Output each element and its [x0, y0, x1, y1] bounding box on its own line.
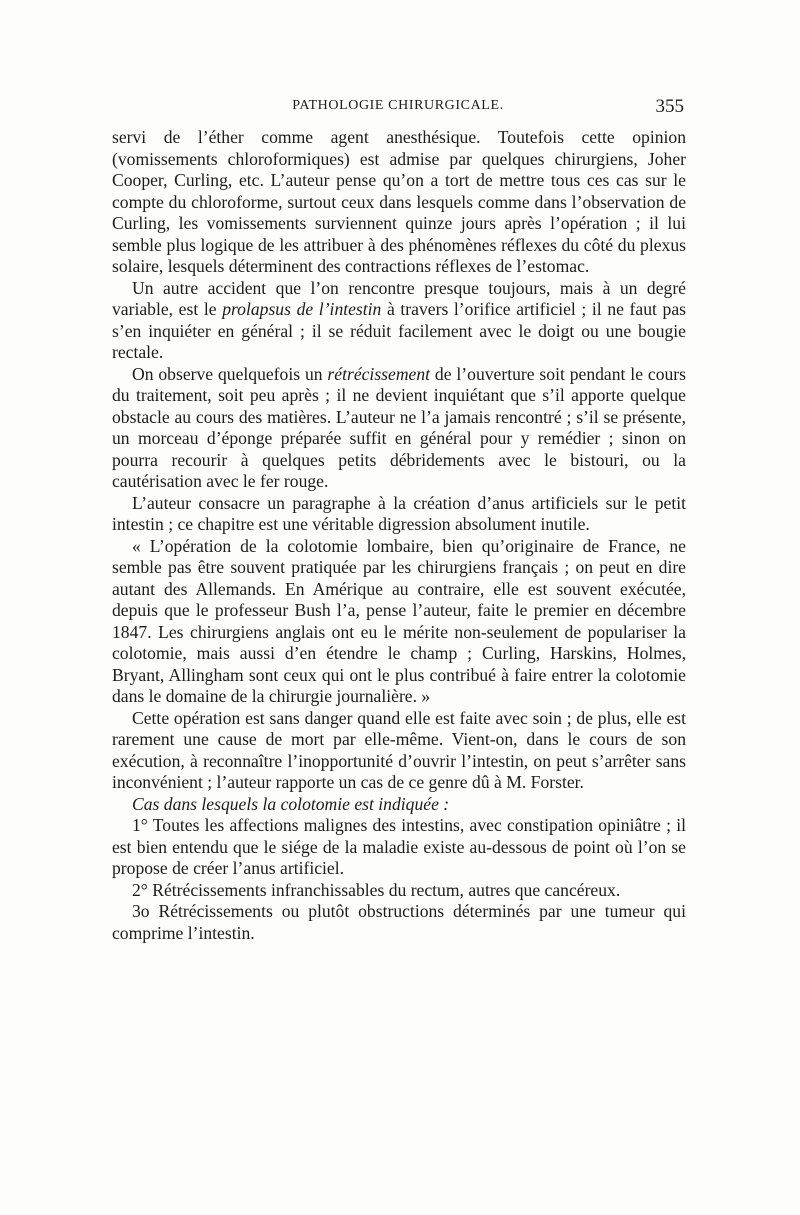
- section-heading: Cas dans lesquels la colotomie est indiquée :: [132, 793, 450, 814]
- paragraph-3-after: de l’ouverture soit pendant le cours du traitement, soit peu après ; il ne devient inquiétant que s’il apporte quelque obstacle au cours des matières. L’auteur ne l’a jamais rencontré ; s’il se présente, un morceau d’éponge préparée suffit en général pour y remédier ; sinon on pourra recourir à quelques petits débridements avec le bistouri, ou la cautérisation avec le fer rouge.: [112, 363, 686, 491]
- list-item-2: 2° Rétrécissements infranchissables du rectum, autres que cancéreux.: [132, 879, 621, 900]
- paragraph-2-italic: prolapsus de l’intestin: [222, 299, 382, 319]
- running-title: PATHOLOGIE CHIRURGICALE.: [292, 98, 504, 113]
- page-number: 355: [655, 96, 684, 117]
- body-text: [112, 127, 686, 944]
- paragraph-3: [112, 364, 686, 493]
- paragraph-2: [112, 278, 686, 364]
- paragraph-2-after: à travers l’orifice artificiel ; il ne faut pas s’en inquiéter en général ; il se réduit facilement avec le doigt ou une bougie rectale.: [112, 299, 686, 362]
- paragraph-3-before: On observe quelquefois un: [132, 363, 328, 384]
- paragraph-6: Cette opération est sans danger quand elle est faite avec soin ; de plus, elle est rarement une cause de mort par elle-même. Vient-on, dans le cours de son exécution, à reconnaître l’inopportunité d’ouvrir l’intestin, on peut s’arrêter sans inconvénient ; l’auteur rapporte un cas de ce genre dû à M. Forster.: [112, 707, 686, 792]
- paragraph-2-before: Un autre accident que l’on rencontre presque toujours, mais à un degré variable, est le: [112, 277, 686, 319]
- paragraph-5-quotation: « L’opération de la colotomie lombaire, bien qu’originaire de France, ne semble pas être souvent pratiquée par les chirurgiens français ; on peut en dire autant des Allemands. En Amérique au contraire, elle est souvent exécutée, depuis que le professeur Bush l’a, pense l’auteur, faite le premier en décembre 1847. Les chirurgiens anglais ont eu le mérite non-seulement de populariser la colotomie, mais aussi d’en étendre le champ ; Curling, Harskins, Holmes, Bryant, Allingham sont ceux qui ont le plus contribué à faire entrer la colotomie dans le domaine de la chirurgie journalière. »: [112, 535, 686, 706]
- list-item-3: 3o Rétrécissements ou plutôt obstructions déterminés par une tumeur qui comprime l’intestin.: [112, 901, 686, 943]
- list-item-1: 1° Toutes les affections malignes des intestins, avec constipation opiniâtre ; il est bien entendu que le siége de la maladie existe au-dessous de point où l’on se propose de créer l’anus artificiel.: [112, 815, 686, 878]
- page-header: [112, 96, 684, 120]
- paragraph-1: servi de l’éther comme agent anesthésique. Toutefois cette opinion (vomissements chloroformiques) est admise par quelques chirurgiens, Joher Cooper, Curling, etc. L’auteur pense qu’on a tort de mettre tous ces cas sur le compte du chloroforme, surtout ceux dans lesquels comme dans l’observation de Curling, les vomissements surviennent quinze jours après l’opération ; il lui semble plus logique de les attribuer à des phénomènes réflexes du côté du plexus solaire, lesquels déterminent des contractions réflexes de l’estomac.: [112, 127, 686, 276]
- paragraph-4: L’auteur consacre un paragraphe à la création d’anus artificiels sur le petit intestin ; ce chapitre est une véritable digression absolument inutile.: [112, 492, 686, 534]
- paragraph-3-italic: rétrécissement: [327, 363, 431, 384]
